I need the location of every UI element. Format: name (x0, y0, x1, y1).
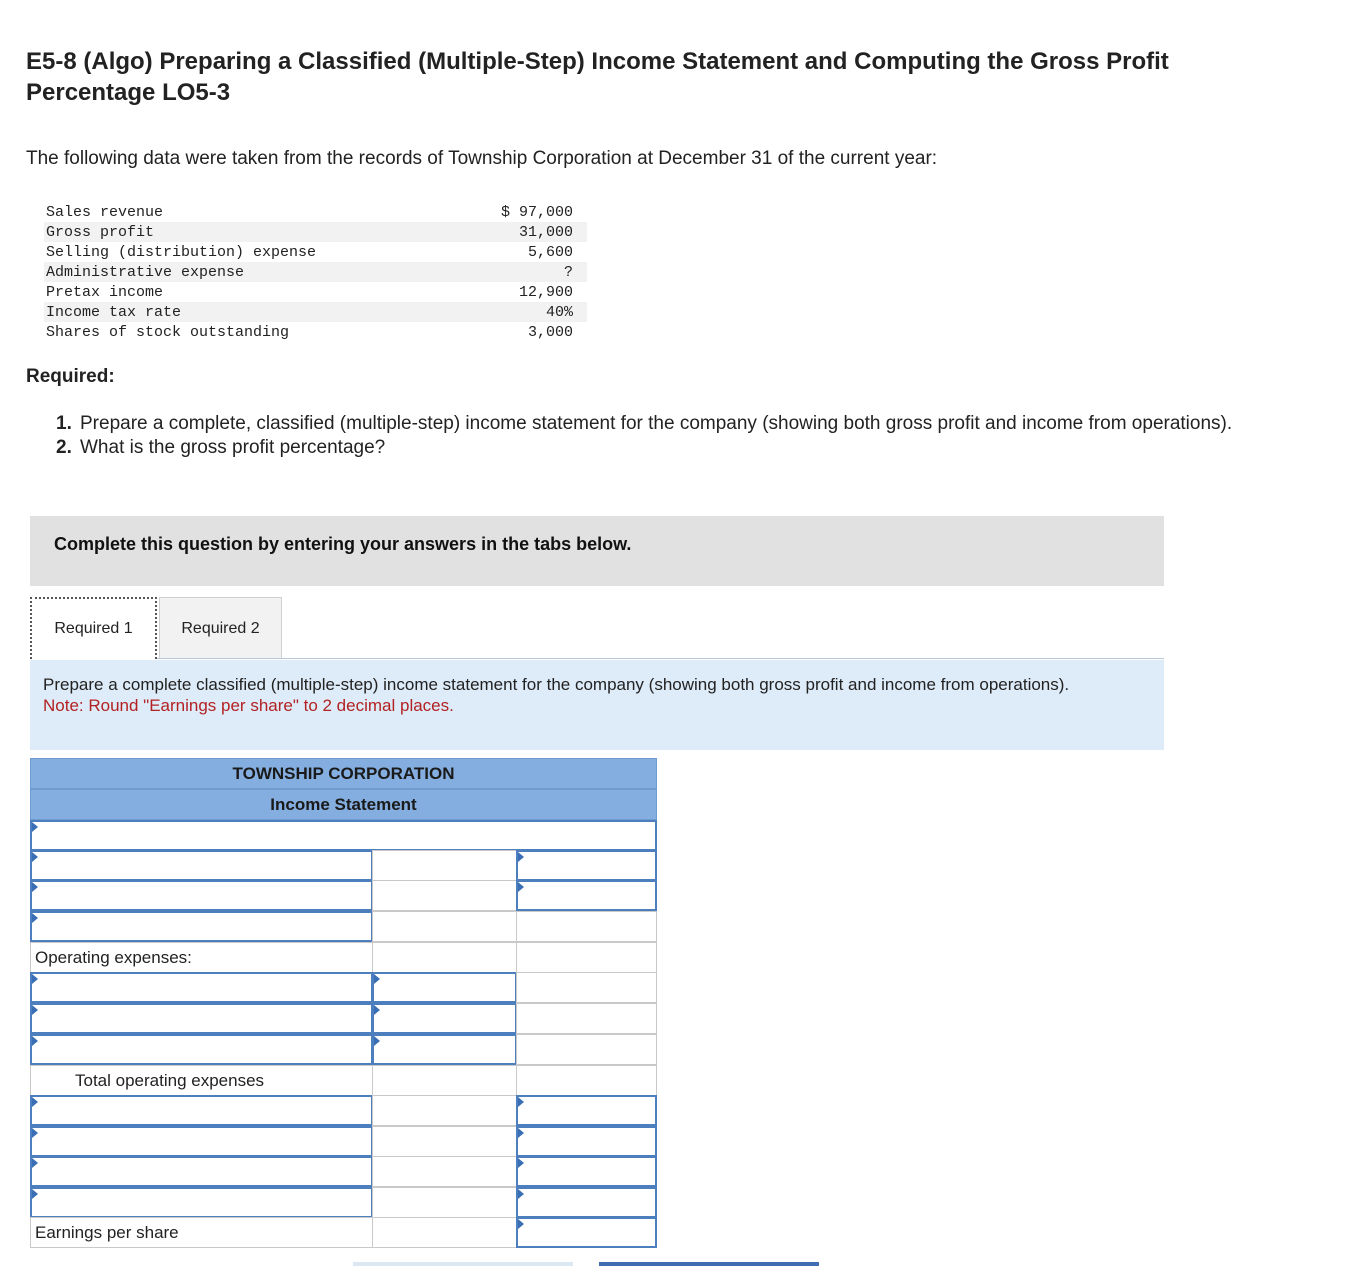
statement-total-cell (516, 1065, 657, 1096)
instructions-text: Prepare a complete classified (multiple-step) income statement for the company (showing both gross profit and income from operations). (43, 675, 1070, 694)
statement-total-input[interactable] (516, 850, 657, 881)
tab-divider (157, 658, 1164, 659)
expense-amount-input[interactable] (372, 972, 517, 1003)
statement-amount-cell (372, 1217, 517, 1248)
statement-total-cell (516, 911, 657, 942)
operating-expenses-label: Operating expenses: (30, 942, 373, 973)
table-row (44, 202, 587, 222)
expense-label-input[interactable] (30, 1003, 373, 1034)
company-name-header: TOWNSHIP CORPORATION (30, 758, 657, 789)
statement-label-input[interactable] (30, 880, 373, 911)
row-label: Gross profit (44, 222, 459, 242)
statement-label-input[interactable] (30, 911, 373, 942)
instruction-banner: Complete this question by entering your answers in the tabs below. (30, 516, 1164, 586)
rounding-note: Note: Round "Earnings per share" to 2 decimal places. (43, 696, 454, 715)
table-row (44, 242, 587, 262)
row-label: Administrative expense (44, 262, 459, 282)
statement-total-input[interactable] (516, 880, 657, 911)
row-label: Sales revenue (46, 203, 164, 221)
next-tab-button[interactable] (599, 1262, 819, 1266)
row-label: Pretax income (46, 283, 164, 301)
item-number: 1. (56, 413, 72, 434)
expense-amount-input[interactable] (372, 1003, 517, 1034)
statement-amount-cell (372, 1126, 517, 1157)
statement-total-input[interactable] (516, 1126, 657, 1157)
list-item (56, 412, 1256, 436)
statement-amount-cell (372, 942, 517, 973)
given-data-table (44, 202, 587, 342)
item-number: 2. (56, 437, 72, 458)
tab-required-2[interactable]: Required 2 (159, 597, 282, 659)
table-row (44, 222, 587, 242)
row-label: Shares of stock outstanding (46, 323, 290, 341)
row-value: 3,000 (527, 323, 573, 341)
expense-label-input[interactable] (30, 1034, 373, 1065)
table-row (44, 262, 587, 282)
statement-total-input[interactable] (516, 1095, 657, 1126)
intro-text: The following data were taken from the records of Township Corporation at December 31 of the current year: (26, 148, 938, 169)
statement-label-input[interactable] (30, 1156, 373, 1187)
tab-instructions (30, 660, 1164, 750)
table-row (44, 302, 587, 322)
row-value: $ 97,000 (500, 203, 573, 221)
previous-tab-button[interactable] (353, 1262, 573, 1266)
statement-total-input[interactable] (516, 1187, 657, 1218)
statement-header-input[interactable] (30, 820, 657, 851)
table-row (44, 282, 587, 302)
required-heading: Required: (26, 366, 115, 387)
item-text: What is the gross profit percentage? (80, 437, 386, 458)
required-list (56, 412, 1256, 460)
statement-label-input[interactable] (30, 850, 373, 881)
list-item (56, 436, 1256, 460)
row-value: 5,600 (527, 243, 573, 261)
statement-total-cell (516, 972, 657, 1003)
statement-amount-cell (372, 911, 517, 942)
row-label: Selling (distribution) expense (46, 243, 317, 261)
expense-amount-input[interactable] (372, 1034, 517, 1065)
item-text: Prepare a complete, classified (multiple-step) income statement for the company (showing both gross profit and income from operations). (80, 413, 1233, 434)
table-row (44, 322, 587, 342)
statement-total-input[interactable] (516, 1156, 657, 1187)
page-title: E5-8 (Algo) Preparing a Classified (Multiple-Step) Income Statement and Computing the Gross Profit Percentage LO5-3 (26, 48, 1169, 106)
statement-total-cell (516, 1003, 657, 1034)
statement-amount-cell (372, 1065, 517, 1096)
statement-total-cell (516, 1034, 657, 1065)
statement-label-input[interactable] (30, 1095, 373, 1126)
statement-amount-cell (372, 880, 517, 911)
earnings-per-share-label: Earnings per share (30, 1217, 373, 1248)
row-value: 31,000 (459, 222, 587, 242)
earnings-per-share-input[interactable] (516, 1217, 657, 1248)
row-value: ? (459, 262, 587, 282)
statement-amount-cell (372, 1156, 517, 1187)
statement-amount-cell (372, 1095, 517, 1126)
statement-name-header: Income Statement (30, 789, 657, 820)
total-operating-expenses-label: Total operating expenses (30, 1065, 373, 1096)
statement-total-cell (516, 942, 657, 973)
row-value: 12,900 (518, 283, 573, 301)
row-label: Income tax rate (44, 302, 459, 322)
statement-label-input[interactable] (30, 1187, 373, 1218)
statement-amount-cell (372, 850, 517, 881)
statement-amount-cell (372, 1187, 517, 1218)
tab-required-1[interactable]: Required 1 (30, 597, 157, 659)
expense-label-input[interactable] (30, 972, 373, 1003)
statement-label-input[interactable] (30, 1126, 373, 1157)
row-value: 40% (459, 302, 587, 322)
